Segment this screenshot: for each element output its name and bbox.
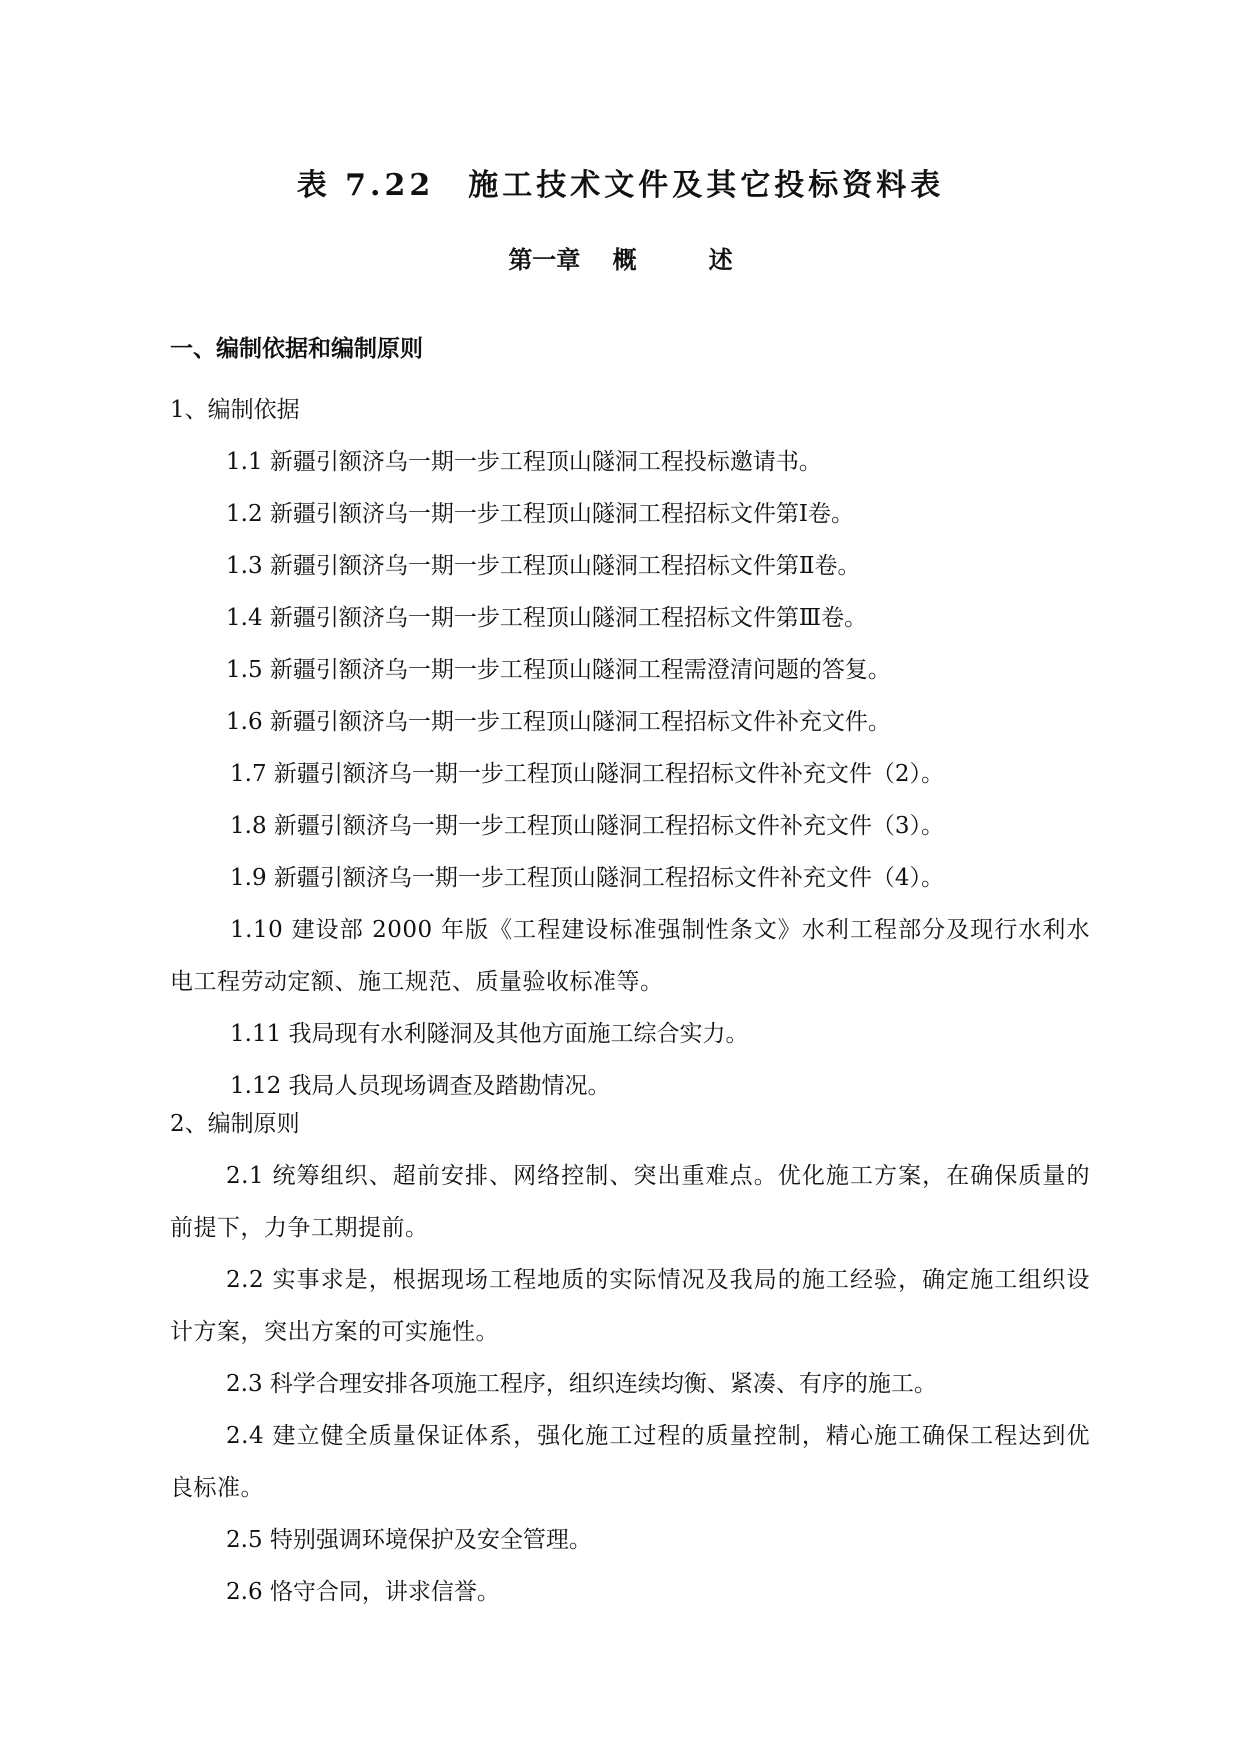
- basis-item: 1.8 新疆引额济乌一期一步工程顶山隧洞工程招标文件补充文件（3）。: [230, 813, 945, 839]
- basis-item: 1.4 新疆引额济乌一期一步工程顶山隧洞工程招标文件第Ⅲ卷。: [226, 605, 868, 631]
- basis-item: 1.6 新疆引额济乌一期一步工程顶山隧洞工程招标文件补充文件。: [226, 709, 891, 735]
- principle-item: 2.2 实事求是，根据现场工程地质的实际情况及我局的施工经验，确定施工组织设计方案，突出方案的可实施性。: [170, 1267, 1090, 1345]
- basis-item: 1.11 我局现有水利隧洞及其他方面施工综合实力。: [230, 1021, 749, 1047]
- basis-item: 1.1 新疆引额济乌一期一步工程顶山隧洞工程投标邀请书。: [226, 449, 822, 475]
- basis-item: 1.7 新疆引额济乌一期一步工程顶山隧洞工程招标文件补充文件（2）。: [230, 761, 945, 787]
- principle-item: 2.6 恪守合同，讲求信誉。: [226, 1579, 500, 1605]
- basis-item: 1.5 新疆引额济乌一期一步工程顶山隧洞工程需澄清问题的答复。: [226, 657, 891, 683]
- principle-item: 2.1 统筹组织、超前安排、网络控制、突出重难点。优化施工方案，在确保质量的前提下，力争工期提前。: [170, 1163, 1090, 1241]
- basis-item: 1.9 新疆引额济乌一期一步工程顶山隧洞工程招标文件补充文件（4）。: [230, 865, 945, 891]
- document-title: 表 7.22 施工技术文件及其它投标资料表: [296, 168, 945, 203]
- section-heading: 一、编制依据和编制原则: [170, 336, 423, 362]
- principle-item: 2.5 特别强调环境保护及安全管理。: [226, 1527, 592, 1553]
- compilation-basis-block: [170, 384, 1090, 1112]
- basis-item: 1.2 新疆引额济乌一期一步工程顶山隧洞工程招标文件第Ⅰ卷。: [226, 501, 854, 527]
- chapter-heading: 第一章 概 述: [508, 245, 733, 274]
- compilation-principles-block: [170, 1098, 1090, 1618]
- basis-item: 1.12 我局人员现场调查及踏勘情况。: [230, 1073, 611, 1099]
- basis-item: 1.10 建设部 2000 年版《工程建设标准强制性条文》水利工程部分及现行水利水电工程劳动定额、施工规范、质量验收标准等。: [170, 917, 1090, 995]
- principle-item: 2.3 科学合理安排各项施工程序，组织连续均衡、紧凑、有序的施工。: [226, 1371, 937, 1397]
- principles-heading: 2、编制原则: [170, 1111, 300, 1137]
- basis-heading: 1、编制依据: [170, 397, 300, 423]
- basis-item: 1.3 新疆引额济乌一期一步工程顶山隧洞工程招标文件第Ⅱ卷。: [226, 553, 861, 579]
- principle-item: 2.4 建立健全质量保证体系，强化施工过程的质量控制，精心施工确保工程达到优良标准。: [170, 1423, 1090, 1501]
